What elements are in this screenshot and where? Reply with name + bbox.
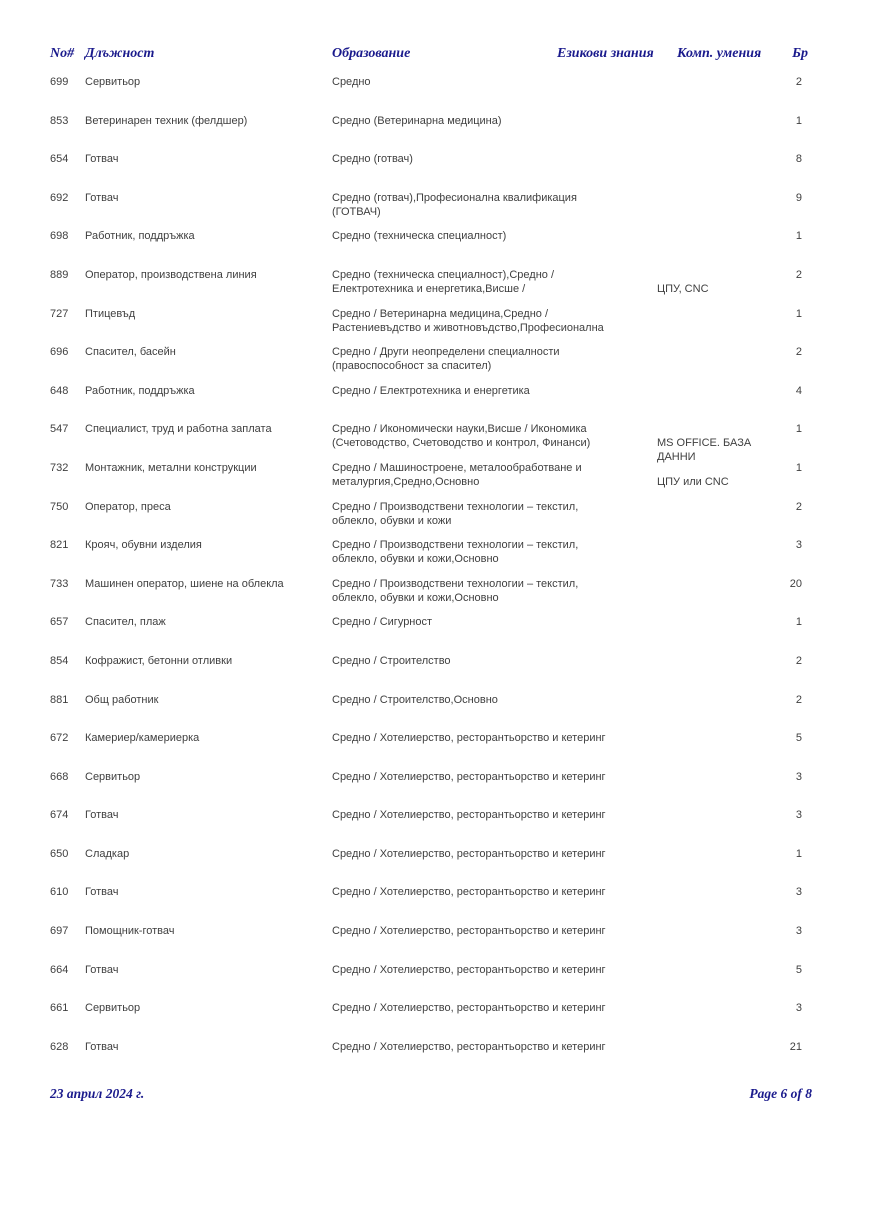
row-position: Сервитьор [85,76,141,88]
table-header [0,46,870,62]
row-count: 2 [795,500,802,513]
table-row [0,268,870,307]
row-position: Ветеринарен техник (фелдшер) [85,114,248,127]
row-position: Птицевъд [85,307,136,320]
row-count: 3 [795,770,802,783]
row-count: 3 [795,539,802,552]
row-education: Средно / Електротехника и енергетика [332,384,530,397]
table-row [0,75,870,114]
row-position: Работник, поддръжка [85,230,195,243]
table-body [0,75,870,1078]
row-number: 664 [50,963,69,976]
row-education: Средно / Хотелиерство, ресторантьорство и кетеринг [332,770,606,783]
row-position: Оператор, преса [85,500,171,513]
row-education: Средно / Производствени технологии – текстил, облекло, обувки и кожи,Основно [332,577,579,604]
table-row [0,461,870,500]
table-row [0,191,870,230]
row-number: 727 [50,307,69,320]
row-number: 628 [50,1040,69,1053]
row-education: Средно / Строителство,Основно [332,693,498,706]
table-row [0,963,870,1002]
table-row [0,577,870,616]
page-footer [50,1086,812,1102]
row-number: 674 [50,809,69,822]
table-row [0,114,870,153]
row-count: 1 [795,423,802,436]
row-education: Средно / Строителство [332,654,451,667]
row-number: 854 [50,654,69,667]
row-education: Средно / Хотелиерство, ресторантьорство и кетеринг [332,1002,606,1015]
row-position: Готвач [85,809,119,822]
row-education: Средно / Хотелиерство, ресторантьорство и кетеринг [332,732,606,745]
row-number: 650 [50,847,69,860]
row-number: 648 [50,384,69,397]
row-education: Средно / Производствени технологии – текстил, облекло, обувки и кожи,Основно [332,539,579,566]
row-number: 889 [50,268,69,281]
table-row [0,654,870,693]
row-count: 5 [795,963,802,976]
table-row [0,538,870,577]
row-computer: ЦПУ, CNC [657,282,709,295]
row-position: Готвач [85,963,119,976]
row-count: 4 [795,384,802,397]
row-count: 8 [795,153,802,166]
row-education: Средно / Други неопределени специалности (правоспособност за спасител) [332,346,560,373]
row-education: Средно / Машиностроене, металообработване и металургия,Средно,Основно [332,461,582,488]
row-number: 750 [50,500,69,513]
row-position: Машинен оператор, шиене на облекла [85,577,284,590]
row-count: 5 [795,732,802,745]
table-row [0,885,870,924]
row-education: Средно / Хотелиерство, ресторантьорство и кетеринг [332,925,606,938]
row-position: Монтажник, метални конструкции [85,461,257,474]
row-count: 2 [795,654,802,667]
row-position: Готвач [85,886,119,899]
row-computer: ЦПУ или CNC [657,475,729,488]
row-position: Спасител, плаж [85,616,166,629]
table-row [0,847,870,886]
row-count: 1 [795,847,802,860]
row-education: Средно (готвач),Професионална квалификация (ГОТВАЧ) [332,191,577,218]
table-row [0,615,870,654]
column-header-position: Длъжност [85,46,155,61]
row-position: Сервитьор [85,770,141,783]
row-number: 732 [50,461,69,474]
column-header-computer: Комп. умения [677,46,762,61]
row-position: Готвач [85,153,119,166]
row-number: 672 [50,732,69,745]
row-number: 696 [50,346,69,359]
row-number: 697 [50,925,69,938]
row-education: Средно / Хотелиерство, ресторантьорство и кетеринг [332,847,606,860]
table-row [0,307,870,346]
row-education: Средно (Ветеринарна медицина) [332,114,502,127]
table-row [0,1001,870,1040]
row-number: 661 [50,1002,69,1015]
row-number: 881 [50,693,69,706]
footer-page-number: Page 6 of 8 [749,1086,812,1101]
row-education: Средно (техническа специалност),Средно / Електротехника и енергетика,Висше / [332,268,555,295]
row-number: 610 [50,886,69,899]
row-number: 853 [50,114,69,127]
row-education: Средно / Хотелиерство, ресторантьорство и кетеринг [332,1040,606,1053]
table-row [0,1040,870,1079]
row-count: 1 [795,230,802,243]
table-row [0,384,870,423]
row-education: Средно / Хотелиерство, ресторантьорство и кетеринг [332,809,606,822]
row-position: Готвач [85,191,119,204]
row-count: 2 [795,346,802,359]
row-count: 1 [795,114,802,127]
row-position: Кофражист, бетонни отливки [85,654,233,667]
row-count: 1 [795,616,802,629]
row-education: Средно / Ветеринарна медицина,Средно / Растениевъдство и животновъдство,Професионална [332,307,604,334]
column-header-languages: Езикови знания [557,46,654,61]
row-number: 668 [50,770,69,783]
row-number: 821 [50,539,69,552]
row-count: 2 [795,76,802,88]
row-count: 9 [795,191,802,204]
row-position: Работник, поддръжка [85,384,195,397]
row-number: 699 [50,76,69,88]
table-row [0,693,870,732]
column-header-no: No# [50,46,75,61]
table-row [0,808,870,847]
row-number: 654 [50,153,69,166]
column-header-count: Бр [792,46,808,61]
row-education: Средно (техническа специалност) [332,230,507,243]
row-count: 20 [789,577,802,590]
row-position: Камериер/камериерка [85,732,200,745]
row-count: 21 [789,1040,802,1053]
table-row [0,500,870,539]
footer-date: 23 април 2024 г. [50,1086,145,1101]
table-row [0,229,870,268]
row-position: Сервитьор [85,1002,141,1015]
table-row [0,345,870,384]
row-count: 3 [795,809,802,822]
row-computer: MS OFFICE. БАЗА ДАННИ [657,437,752,464]
row-count: 2 [795,268,802,281]
table-row [0,152,870,191]
row-education: Средно / Производствени технологии – текстил, облекло, обувки и кожи [332,500,579,527]
row-education: Средно [332,76,371,88]
row-position: Крояч, обувни изделия [85,539,202,552]
row-position: Готвач [85,1040,119,1053]
row-position: Спасител, басейн [85,346,176,359]
row-count: 3 [795,925,802,938]
table-row [0,731,870,770]
row-position: Специалист, труд и работна заплата [85,423,272,436]
row-position: Общ работник [85,693,159,706]
row-count: 1 [795,307,802,320]
row-education: Средно (готвач) [332,153,413,166]
row-number: 733 [50,577,69,590]
row-education: Средно / Хотелиерство, ресторантьорство и кетеринг [332,963,606,976]
table-row [0,924,870,963]
row-count: 3 [795,886,802,899]
column-header-education: Образование [332,46,411,61]
row-number: 547 [50,423,69,436]
row-education: Средно / Икономически науки,Висше / Икономика (Счетоводство, Счетоводство и контрол, Финанси) [332,423,591,450]
row-education: Средно / Хотелиерство, ресторантьорство и кетеринг [332,886,606,899]
row-education: Средно / Сигурност [332,616,433,629]
row-number: 657 [50,616,69,629]
table-row [0,770,870,809]
row-count: 2 [795,693,802,706]
row-position: Сладкар [85,847,130,860]
row-number: 698 [50,230,69,243]
row-position: Оператор, производствена линия [85,268,257,281]
row-count: 1 [795,461,802,474]
row-position: Помощник-готвач [85,925,175,938]
table-row [0,422,870,464]
row-count: 3 [795,1002,802,1015]
row-number: 692 [50,191,69,204]
